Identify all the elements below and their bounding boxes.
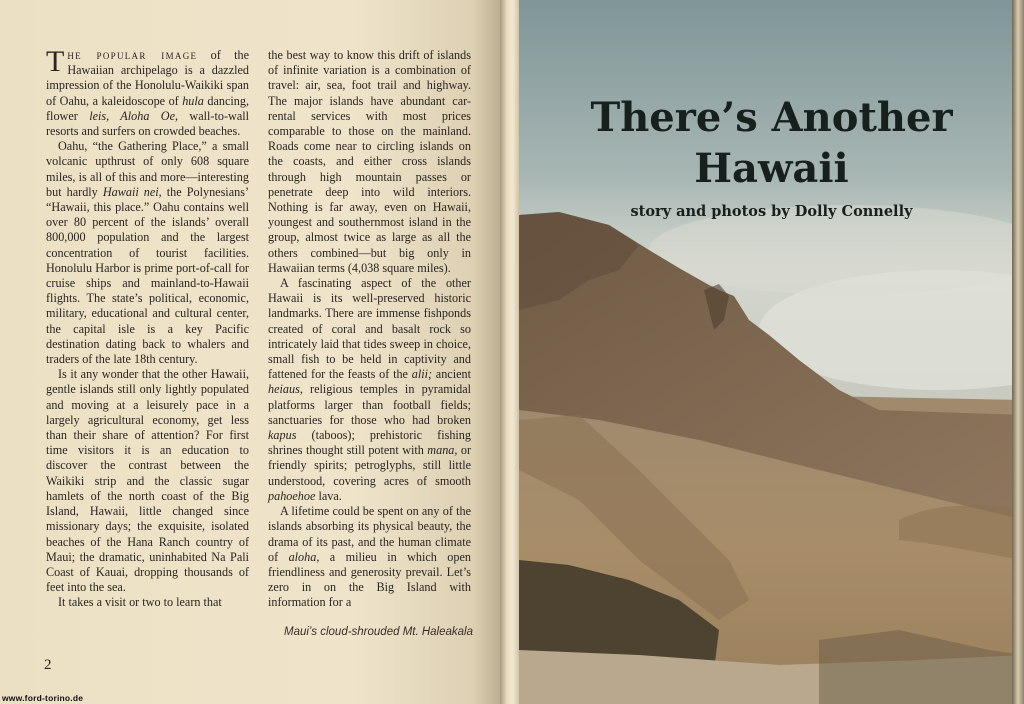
text-run: Oahu, “the Gathering Place,” a small volcanic upthrust of only 608 square miles, is all of this and more—interesting but hardly: [46, 139, 249, 199]
byline: story and photos by Dolly Connelly: [630, 203, 913, 220]
paragraph: It takes a visit or two to learn that: [58, 595, 222, 610]
text-run: a milieu in which open friendliness and generosity prevail. Let’s zero in on the Big Island with information for a: [268, 549, 471, 610]
title-line-2: Hawaii: [694, 145, 849, 192]
lead-in: he popular image: [67, 48, 198, 62]
paragraph: the best way to know this drift of islands of infinite variation is a combination of travel: air, sea, foot trail and highway. The major islands have abundant car-rental services with most prices comparable to those on the mainland. Roads come near to circling islands on the coasts, and either cross islands through high mountain passes or penetrate deep into wild interiors. Nothing is far away, even on Hawaii, youngest and southernmost island in the group, almost twice as large as all the others combined—but big only in Hawaiian terms (4,038 square miles).: [268, 48, 471, 275]
text-column-1: [46, 45, 250, 611]
paragraph: [268, 504, 471, 610]
page-edge: [1012, 0, 1024, 704]
text-run: lava.: [315, 488, 342, 503]
emphasis: leis, Aloha Oe,: [89, 108, 179, 123]
text-run: (taboos); prehistoric fishing shrines thought still potent with: [268, 428, 471, 458]
paragraph: [268, 276, 471, 504]
emphasis: aloha,: [288, 549, 320, 564]
text-run: A fascinating aspect of the other Hawaii is its well-preserved historic landmarks. There are immense fishponds created of coral and basalt rock so intricately laid that tides sweep in choice, small fish to be held in captivity and fattened for the feasts of the: [268, 276, 471, 382]
text-run: ancient: [432, 367, 471, 382]
page-gutter: [500, 0, 520, 704]
emphasis: hula: [182, 93, 204, 108]
text-run: of the Hawaiian archipelago is a dazzled impression of the Honolulu-Waikiki span of Oahu, a kaleidoscope of: [46, 48, 249, 108]
watermark: www.ford-torino.de: [2, 693, 84, 703]
photo-caption: Maui’s cloud-shrouded Mt. Haleakala: [284, 626, 473, 638]
text-run: or friendly spirits; petroglyphs, still little understood, covering acres of smooth: [268, 443, 472, 488]
right-page: [519, 0, 1024, 704]
left-page: [0, 0, 503, 704]
emphasis: heiaus,: [268, 382, 303, 397]
page-number: 2: [44, 657, 52, 673]
emphasis: mana,: [427, 443, 458, 458]
emphasis: kapus: [268, 428, 297, 443]
text-run: religious temples in pyramidal platforms larger than football fields; sanctuaries for those who had broken: [268, 382, 471, 427]
text-run: A lifetime could be spent on any of the islands absorbing its physical beauty, the drama of its past, and the human climate of: [268, 504, 471, 564]
article-title: [519, 92, 1024, 194]
text-run: the Polynesians’ “Hawaii, this place.” Oahu contains well over 80 percent of the islands’ overall 800,000 population and the largest concentration of tourist facilities. Honolulu Harbor is prime port-of-call for cruise ships and mainland-to-Hawaii flights. The state’s political, economic, military, educational and cultural center, the capital isle is a key Pacific destination dating back to whalers and traders of the late 18th century.: [46, 184, 250, 367]
text-column-2: [268, 48, 471, 611]
emphasis: Hawaii nei,: [102, 184, 162, 199]
paragraph: [46, 45, 249, 139]
emphasis: alii;: [411, 367, 433, 382]
text-run: dancing, flower: [46, 93, 249, 123]
paragraph: Is it any wonder that the other Hawaii, gentle islands still only lightly populated and moving at a leisurely pace in a largely agricultural economy, get less than their share of attention? For first time visitors it is an education to discover the contrast between the Waikiki strip and the classic sugar hamlets of the north coast of the Big Island, Hawaii, little changed since missionary days; the exquisite, isolated beaches of the Hana Ranch country of Maui; the dramatic, uninhabited Na Pali Coast of Kauai, dropping thousands of feet into the sea.: [46, 367, 249, 595]
emphasis: pahoehoe: [268, 488, 316, 503]
drop-cap: T: [46, 45, 65, 78]
text-run: wall-to-wall resorts and surfers on crowded beaches.: [46, 108, 249, 139]
title-line-1: There’s Another: [590, 94, 953, 141]
paragraph: [46, 139, 249, 367]
